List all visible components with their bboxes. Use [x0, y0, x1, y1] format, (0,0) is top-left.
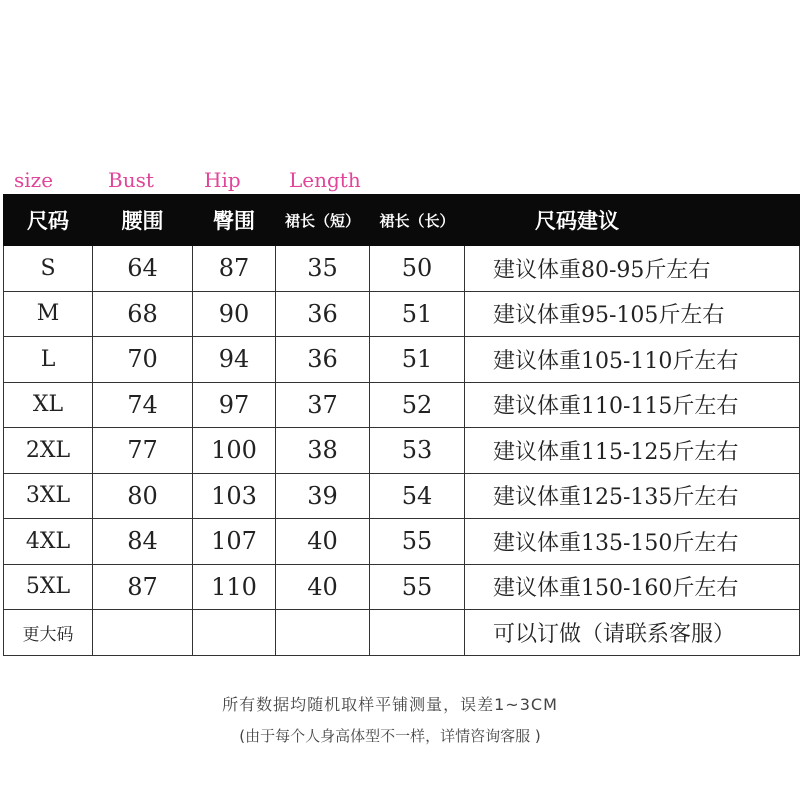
- cell-size: XL: [4, 382, 93, 428]
- cell-short: 38: [276, 428, 370, 474]
- table-row: [4, 382, 800, 428]
- cell-short: 36: [276, 291, 370, 337]
- cell-hip: 94: [193, 337, 276, 383]
- cell-short: 37: [276, 382, 370, 428]
- cell-hip: [193, 610, 276, 656]
- measurement-note: 所有数据均随机取样平铺测量，误差1~3CM: [222, 695, 558, 714]
- cell-hip: 110: [193, 564, 276, 610]
- cell-tip: 建议体重110-115斤左右: [465, 382, 800, 428]
- cell-tip: 建议体重125-135斤左右: [465, 473, 800, 519]
- cell-waist: 77: [93, 428, 193, 474]
- cell-size: L: [4, 337, 93, 383]
- cell-hip: 97: [193, 382, 276, 428]
- cell-waist: 84: [93, 519, 193, 565]
- cell-waist: [93, 610, 193, 656]
- consult-note: (由于每个人身高体型不一样，详情咨询客服 ): [239, 727, 541, 745]
- cell-size: 3XL: [4, 473, 93, 519]
- cell-hip: 87: [193, 246, 276, 292]
- header-advice: 尺码建议: [465, 195, 800, 246]
- table-row: [4, 337, 800, 383]
- table-row: [4, 473, 800, 519]
- table-header-row: [4, 195, 800, 246]
- cell-hip: 90: [193, 291, 276, 337]
- cell-short: 35: [276, 246, 370, 292]
- table-row: [4, 428, 800, 474]
- cell-size: S: [4, 246, 93, 292]
- cell-waist: 70: [93, 337, 193, 383]
- cell-waist: 74: [93, 382, 193, 428]
- cell-waist: 80: [93, 473, 193, 519]
- cell-tip: 可以订做（请联系客服）: [465, 610, 800, 656]
- label-length: Length: [289, 168, 361, 192]
- table-row: [4, 519, 800, 565]
- header-size: 尺码: [4, 195, 93, 246]
- cell-size: 5XL: [4, 564, 93, 610]
- cell-short: 40: [276, 564, 370, 610]
- cell-long: 55: [370, 564, 465, 610]
- cell-hip: 100: [193, 428, 276, 474]
- cell-long: 52: [370, 382, 465, 428]
- label-size: size: [14, 168, 54, 192]
- cell-short: 39: [276, 473, 370, 519]
- english-labels: [0, 168, 400, 192]
- cell-tip: 建议体重135-150斤左右: [465, 519, 800, 565]
- cell-size: 4XL: [4, 519, 93, 565]
- cell-size: 2XL: [4, 428, 93, 474]
- cell-hip: 103: [193, 473, 276, 519]
- header-hip: 臀围: [193, 195, 276, 246]
- cell-waist: 68: [93, 291, 193, 337]
- cell-size: M: [4, 291, 93, 337]
- header-length-long: 裙长（长）: [370, 195, 465, 246]
- table-row: [4, 564, 800, 610]
- cell-long: 54: [370, 473, 465, 519]
- cell-long: 51: [370, 291, 465, 337]
- cell-long: [370, 610, 465, 656]
- cell-size: 更大码: [4, 610, 93, 656]
- table-row: [4, 291, 800, 337]
- cell-short: [276, 610, 370, 656]
- cell-short: 40: [276, 519, 370, 565]
- table-row: [4, 246, 800, 292]
- cell-waist: 64: [93, 246, 193, 292]
- label-hip: Hip: [204, 168, 241, 192]
- size-table: [3, 194, 800, 656]
- table-row: [4, 610, 800, 656]
- cell-long: 53: [370, 428, 465, 474]
- cell-long: 55: [370, 519, 465, 565]
- table-body: [4, 246, 800, 656]
- cell-tip: 建议体重80-95斤左右: [465, 246, 800, 292]
- cell-short: 36: [276, 337, 370, 383]
- cell-long: 51: [370, 337, 465, 383]
- cell-waist: 87: [93, 564, 193, 610]
- cell-long: 50: [370, 246, 465, 292]
- label-bust: Bust: [108, 168, 154, 192]
- cell-tip: 建议体重95-105斤左右: [465, 291, 800, 337]
- cell-tip: 建议体重105-110斤左右: [465, 337, 800, 383]
- header-length-short: 裙长（短）: [276, 195, 370, 246]
- cell-hip: 107: [193, 519, 276, 565]
- cell-tip: 建议体重150-160斤左右: [465, 564, 800, 610]
- header-waist: 腰围: [93, 195, 193, 246]
- cell-tip: 建议体重115-125斤左右: [465, 428, 800, 474]
